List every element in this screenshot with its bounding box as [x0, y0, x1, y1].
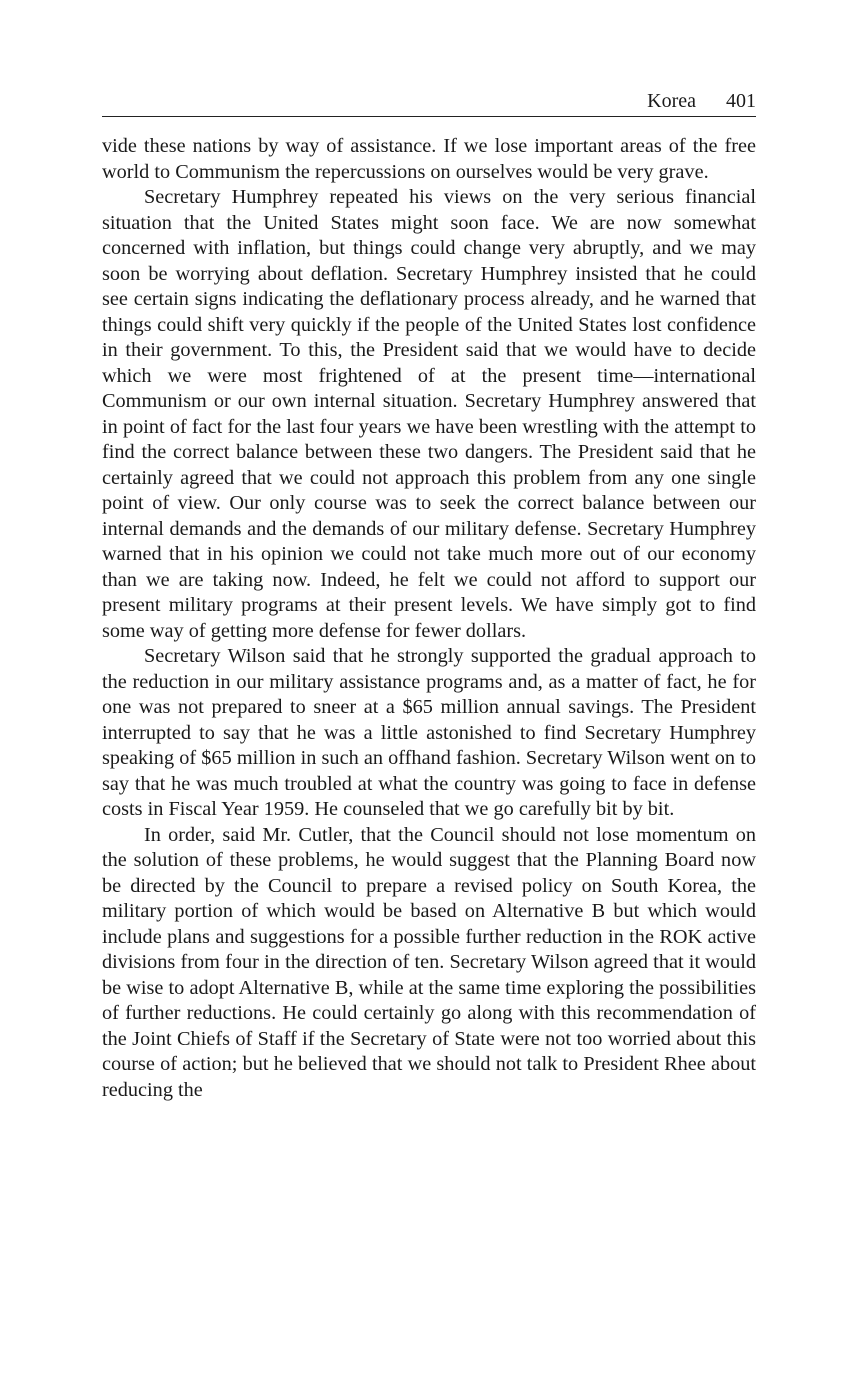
body-text [102, 134, 756, 1103]
paragraph-continuation: vide these nations by way of assistance. If we lose important areas of the free world to Communism the repercussions on ourselves would be very grave. [102, 135, 756, 183]
paragraph-wilson: Secretary Wilson said that he strongly supported the gradual approach to the reduction in our military assistance programs and, as a matter of fact, he for one was not prepared to sneer at a $65 million annual savings. The President interrupted to say that he was a little astonished to find Secretary Humphrey speaking of $65 million in such an offhand fashion. Secretary Wilson went on to say that he was much troubled at what the country was going to face in defense costs in Fiscal Year 1959. He counseled that we go carefully bit by bit. [102, 645, 756, 820]
document-page [102, 88, 756, 1103]
paragraph-cutler: In order, said Mr. Cutler, that the Council should not lose momentum on the solution of these problems, he would suggest that the Planning Board now be directed by the Council to prepare a revised policy on South Korea, the military portion of which would be based on Alternative B but which would include plans and suggestions for a possible further reduction in the ROK active divisions from four in the direction of ten. Secretary Wilson agreed that it would be wise to adopt Alternative B, while at the same time exploring the possibilities of further reductions. He could certainly go along with this recommendation of the Joint Chiefs of Staff if the Secretary of State were not too worried about this course of action; but he believed that we should not talk to President Rhee about reducing the [102, 823, 756, 1101]
page-number: 401 [726, 90, 756, 112]
paragraph-humphrey: Secretary Humphrey repeated his views on the very serious financial situation that the United States might soon face. We are now somewhat concerned with inflation, but things could change very abruptly, and we may soon be worrying about deflation. Secretary Humphrey insisted that he could see certain signs indicating the deflationary process already, and he warned that things could shift very quickly if the people of the United States lost confidence in their government. To this, the President said that we would have to decide which we were most frightened of at the present time—international Communism or our own internal situation. Secretary Humphrey answered that in point of fact for the last four years we have been wrestling with the attempt to find the correct balance between these two dangers. The President said that he certainly agreed that we could not approach this problem from any one single point of view. Our only course was to seek the correct balance between our internal demands and the demands of our military defense. Secretary Humphrey warned that in his opinion we could not take much more out of our economy than we are taking now. Indeed, he felt we could not afford to support our present military programs at their present levels. We have simply got to find some way of getting more defense for fewer dollars. [102, 186, 756, 642]
running-header [102, 88, 756, 117]
section-title: Korea [647, 90, 696, 112]
